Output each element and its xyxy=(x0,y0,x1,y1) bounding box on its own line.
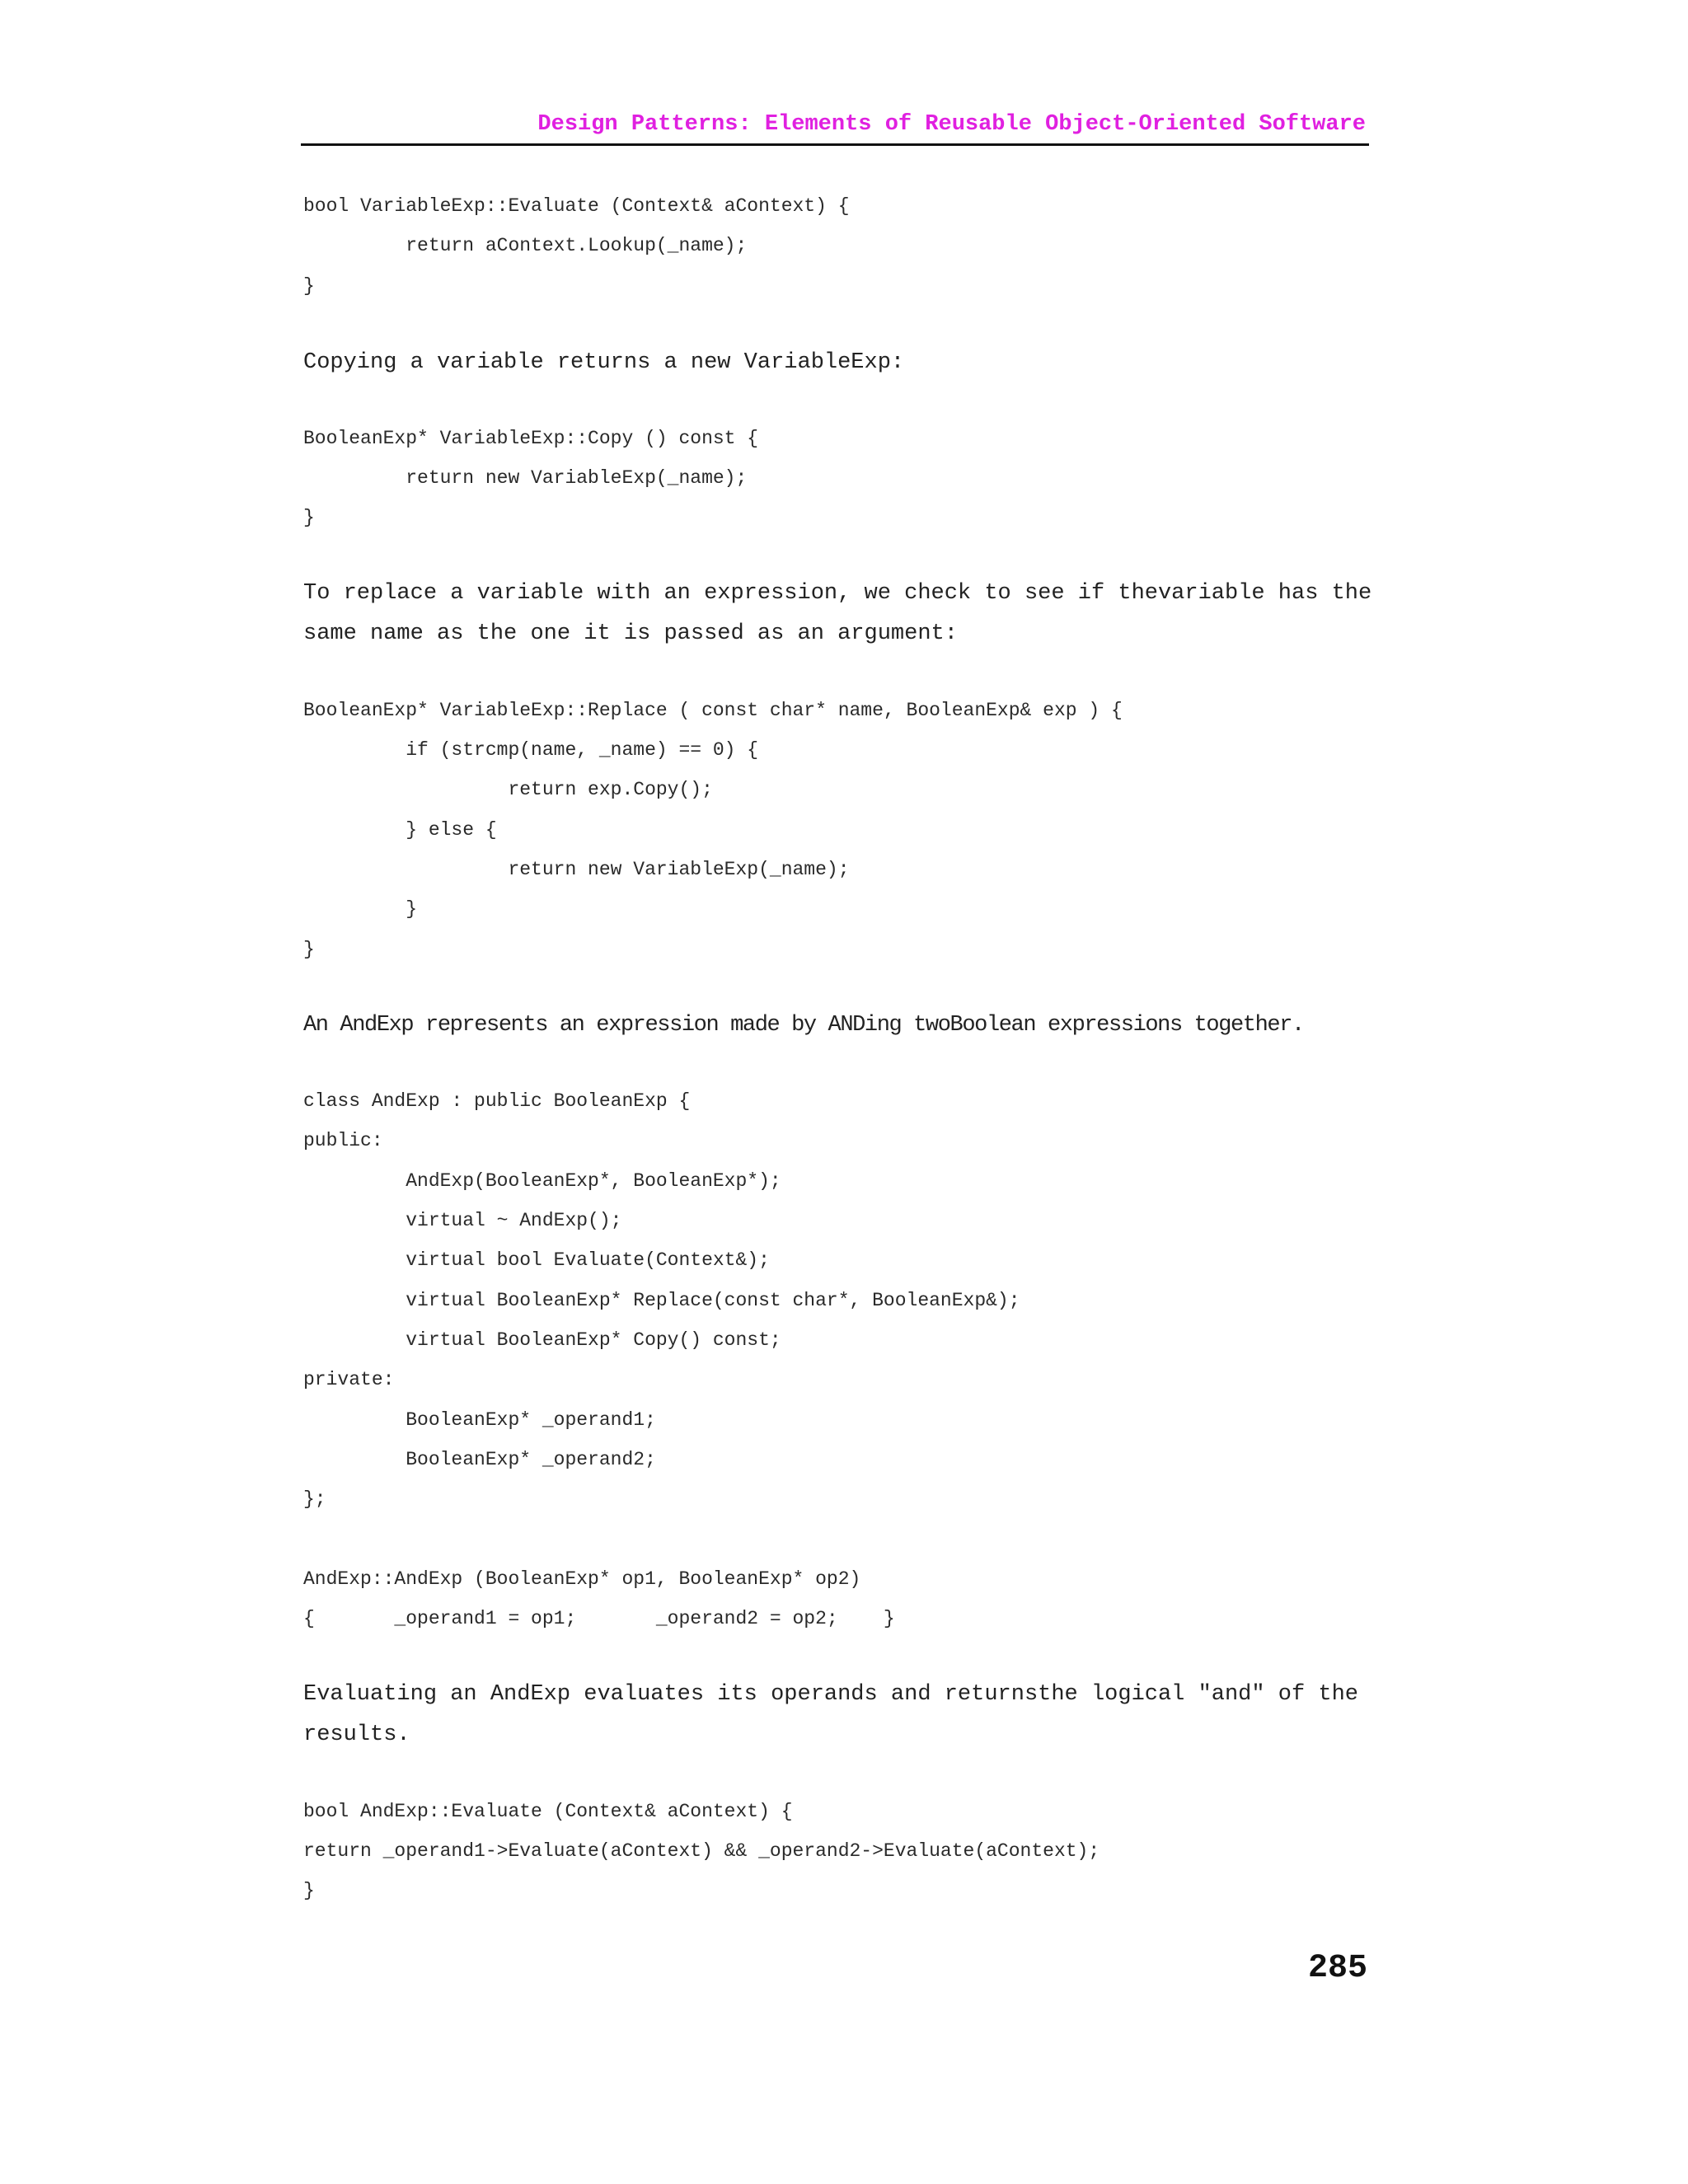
code-line: return new VariableExp(_name); xyxy=(303,859,850,880)
paragraph-line: same name as the one it is passed as an argument: xyxy=(303,621,958,646)
code-line: }; xyxy=(303,1488,326,1510)
code-line: return new VariableExp(_name); xyxy=(303,467,748,489)
code-line: BooleanExp* VariableExp::Replace ( const char* name, BooleanExp& exp ) { xyxy=(303,700,1123,721)
code-line: if (strcmp(name, _name) == 0) { xyxy=(303,739,759,761)
code-line: { _operand1 = op1; _operand2 = op2; } xyxy=(303,1608,895,1629)
code-line: virtual bool Evaluate(Context&); xyxy=(303,1249,770,1271)
code-line: return exp.Copy(); xyxy=(303,779,713,800)
code-line: virtual ~ AndExp(); xyxy=(303,1210,622,1231)
code-line: return aContext.Lookup(_name); xyxy=(303,235,748,256)
code-line: virtual BooleanExp* Copy() const; xyxy=(303,1329,781,1351)
code-line: } xyxy=(303,898,418,920)
code-line: } else { xyxy=(303,819,497,841)
code-line: } xyxy=(303,1880,315,1901)
code-line: bool AndExp::Evaluate (Context& aContext) { xyxy=(303,1801,793,1822)
code-line: virtual BooleanExp* Replace(const char*, BooleanExp&); xyxy=(303,1290,1020,1311)
code-line: return _operand1->Evaluate(aContext) && _operand2->Evaluate(aContext); xyxy=(303,1840,1100,1862)
code-line: class AndExp : public BooleanExp { xyxy=(303,1090,691,1112)
code-line: } xyxy=(303,275,315,297)
page-header xyxy=(301,110,1369,146)
code-line: } xyxy=(303,939,315,960)
paragraph: Copying a variable returns a new VariableExp: xyxy=(303,350,905,375)
code-line: BooleanExp* _operand1; xyxy=(303,1409,656,1431)
page-number: 285 xyxy=(1307,1950,1367,1987)
code-line: AndExp(BooleanExp*, BooleanExp*); xyxy=(303,1170,781,1192)
code-line: public: xyxy=(303,1130,383,1151)
code-line: AndExp::AndExp (BooleanExp* op1, BooleanExp* op2) xyxy=(303,1568,861,1590)
paragraph-line: Evaluating an AndExp evaluates its operands and returnsthe logical "and" of the xyxy=(303,1682,1359,1707)
paragraph-line: To replace a variable with an expression, we check to see if thevariable has the xyxy=(303,581,1372,606)
code-line: BooleanExp* VariableExp::Copy () const { xyxy=(303,428,759,449)
paragraph: An AndExp represents an expression made by ANDing twoBoolean expressions together. xyxy=(303,1013,1304,1038)
code-line: private: xyxy=(303,1369,395,1390)
book-title: Design Patterns: Elements of Reusable Object-Oriented Software xyxy=(537,112,1366,137)
code-line: bool VariableExp::Evaluate (Context& aContext) { xyxy=(303,195,850,217)
code-line: BooleanExp* _operand2; xyxy=(303,1449,656,1470)
code-line: } xyxy=(303,507,315,528)
paragraph-line: results. xyxy=(303,1722,410,1747)
